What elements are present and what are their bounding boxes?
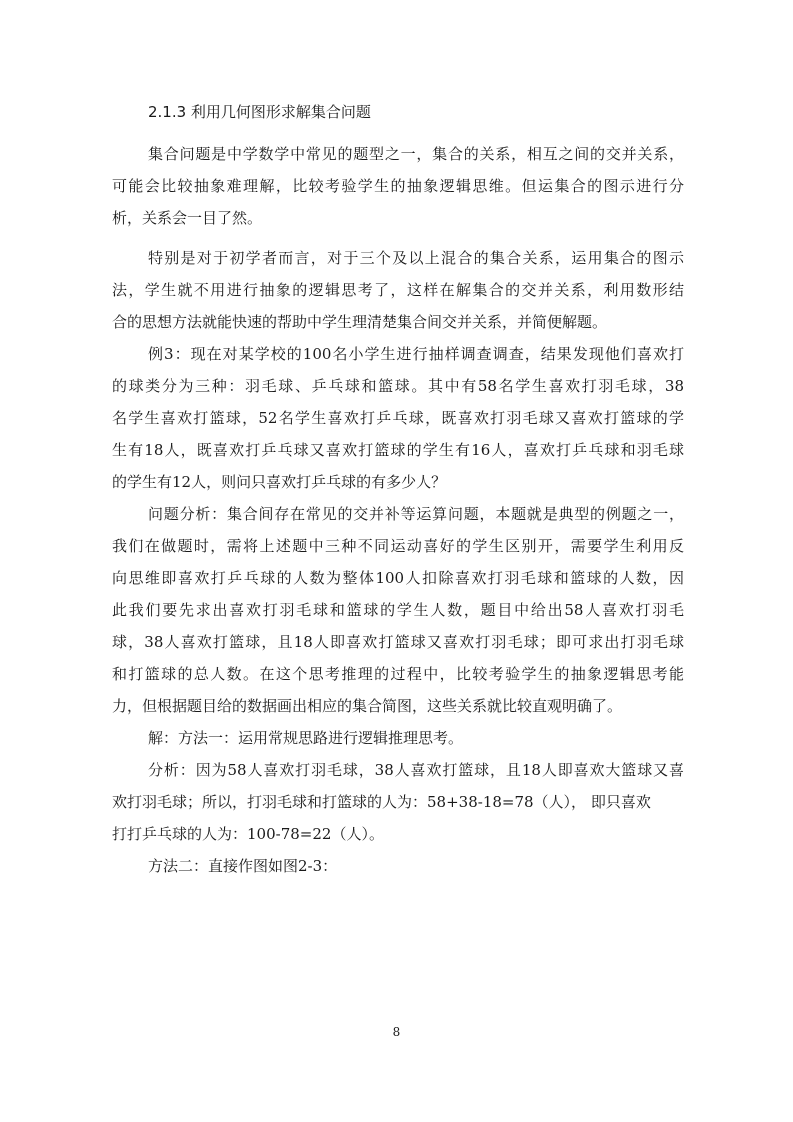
text-line: 解：方法一：运用常规思路进行逻辑推理思考。 bbox=[148, 729, 464, 747]
paragraph-intro bbox=[112, 138, 684, 234]
text-line: 此我们要先求出喜欢打羽毛球和篮球的学生人数，题目中给出58人喜欢打羽毛 bbox=[112, 601, 684, 619]
text-line: 合的思想方法就能快速的帮助中学生理清楚集合间交并关系，并简便解题。 bbox=[112, 313, 608, 331]
paragraph-method1 bbox=[112, 722, 684, 754]
text-line: 向思维即喜欢打乒乓球的人数为整体100人扣除喜欢打羽毛球和篮球的人数，因 bbox=[112, 569, 684, 587]
text-line: 析，关系会一目了然。 bbox=[112, 209, 263, 227]
text-line: 球，38人喜欢打篮球，且18人即喜欢打篮球又喜欢打羽毛球；即可求出打羽毛球 bbox=[112, 633, 684, 651]
paragraph-example bbox=[112, 338, 684, 498]
text-line: 力，但根据题目给的数据画出相应的集合简图，这些关系就比较直观明确了。 bbox=[112, 697, 623, 715]
text-line: 特别是对于初学者而言，对于三个及以上混合的集合关系，运用集合的图示 bbox=[148, 249, 684, 267]
paragraph-special bbox=[112, 242, 684, 338]
text-line: 的学生有12人，则问只喜欢打乒乓球的有多少人？ bbox=[112, 473, 447, 491]
text-line: 例3：现在对某学校的100名小学生进行抽样调查调查，结果发现他们喜欢打 bbox=[148, 345, 684, 363]
paragraph-method2 bbox=[112, 850, 684, 882]
text-line: 分析：因为58人喜欢打羽毛球，38人喜欢打篮球，且18人即喜欢大篮球又喜 bbox=[148, 761, 684, 779]
text-line: 欢打羽毛球；所以，打羽毛球和打篮球的人为：58+38-18=78（人）， 即只喜欢 bbox=[112, 793, 651, 811]
text-line: 可能会比较抽象难理解，比较考验学生的抽象逻辑思维。但运集合的图示进行分 bbox=[112, 177, 684, 195]
text-line: 的球类分为三种：羽毛球、乒乓球和篮球。其中有58名学生喜欢打羽毛球，38 bbox=[112, 377, 684, 395]
text-line: 名学生喜欢打篮球，52名学生喜欢打乒乓球，既喜欢打羽毛球又喜欢打篮球的学 bbox=[112, 409, 684, 427]
text-line: 和打篮球的总人数。在这个思考推理的过程中，比较考验学生的抽象逻辑思考能 bbox=[112, 665, 684, 683]
paragraph-method1-analysis bbox=[112, 754, 684, 850]
text-line: 方法二：直接作图如图2-3： bbox=[148, 857, 338, 875]
text-line: 问题分析：集合间存在常见的交并补等运算问题，本题就是典型的例题之一， bbox=[148, 505, 684, 523]
text-line: 打打乒乓球的人为：100-78=22（人）。 bbox=[112, 825, 384, 843]
text-line: 法，学生就不用进行抽象的逻辑思考了，这样在解集合的交并关系，利用数形结 bbox=[112, 281, 684, 299]
section-heading: 2.1.3 利用几何图形求解集合问题 bbox=[148, 103, 371, 121]
paragraph-analysis bbox=[112, 498, 684, 722]
page-number: 8 bbox=[392, 1025, 401, 1039]
text-line: 生有18人，既喜欢打乒乓球又喜欢打篮球的学生有16人，喜欢打乒乓球和羽毛球 bbox=[112, 441, 684, 459]
text-line: 集合问题是中学数学中常见的题型之一，集合的关系，相互之间的交并关系， bbox=[148, 145, 684, 163]
text-line: 我们在做题时，需将上述题中三种不同运动喜好的学生区别开，需要学生利用反 bbox=[112, 537, 684, 555]
